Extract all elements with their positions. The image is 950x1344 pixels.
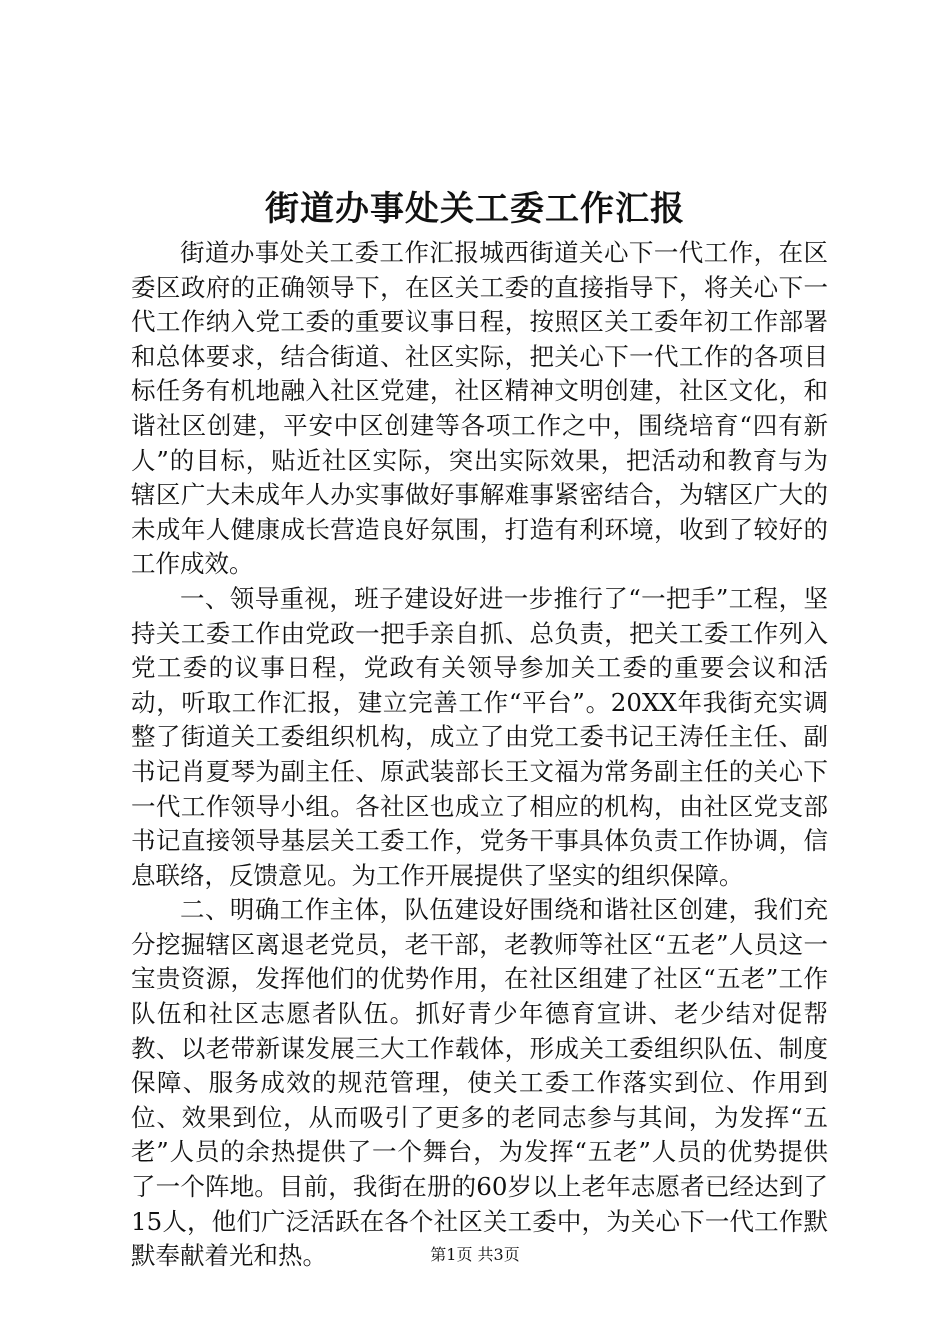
paragraph-section-1: 一、领导重视，班子建设好进一步推行了“一把手”工程，坚持关工委工作由党政一把手亲自抓、总负责，把关工委工作列入党工委的议事日程，党政有关领导参加关工委的重要会议和活动，听取工作汇报，建立完善工作“平台”。20XX年我街充实调整了街道关工委组织机构，成立了由党工委书记王涛任主任、副书记肖夏琴为副主任、原武装部长王文福为常务副主任的关心下一代工作领导小组。各社区也成立了相应的机构，由社区党支部书记直接领导基层关工委工作，党务干事具体负责工作协调，信息联络，反馈意见。为工作开展提供了坚实的组织保障。 — [131, 583, 828, 890]
paragraph-intro: 街道办事处关工委工作汇报城西街道关心下一代工作，在区委区政府的正确领导下，在区关工委的直接指导下，将关心下一代工作纳入党工委的重要议事日程，按照区关工委年初工作部署和总体要求，结合街道、社区实际，把关心下一代工作的各项目标任务有机地融入社区党建，社区精神文明创建，社区文化，和谐社区创建，平安中区创建等各项工作之中，围绕培育“四有新人”的目标，贴近社区实际，突出实际效果，把活动和教育与为辖区广大未成年人办实事做好事解难事紧密结合，为辖区广大的未成年人健康成长营造良好氛围，打造有利环境，收到了较好的工作成效。 — [131, 238, 828, 579]
document-body — [131, 236, 828, 1274]
page-footer: 第1页 共3页 — [430, 1245, 520, 1264]
paragraph-section-2: 二、明确工作主体，队伍建设好围绕和谐社区创建，我们充分挖掘辖区离退老党员，老干部，老教师等社区“五老”人员这一宝贵资源，发挥他们的优势作用，在社区组建了社区“五老”工作队伍和社区志愿者队伍。抓好青少年德育宣讲、老少结对促帮教、以老带新谋发展三大工作载体，形成关工委组织队伍、制度保障、服务成效的规范管理，使关工委工作落实到位、作用到位、效果到位，从而吸引了更多的老同志参与其间，为发挥“五老”人员的余热提供了一个舞台，为发挥“五老”人员的优势提供了一个阵地。目前，我街在册的60岁以上老年志愿者已经达到了15人，他们广泛活跃在各个社区关工委中，为关心下一代工作默默奉献着光和热。 — [131, 895, 828, 1271]
document-title: 街道办事处关工委工作汇报 — [265, 189, 685, 229]
